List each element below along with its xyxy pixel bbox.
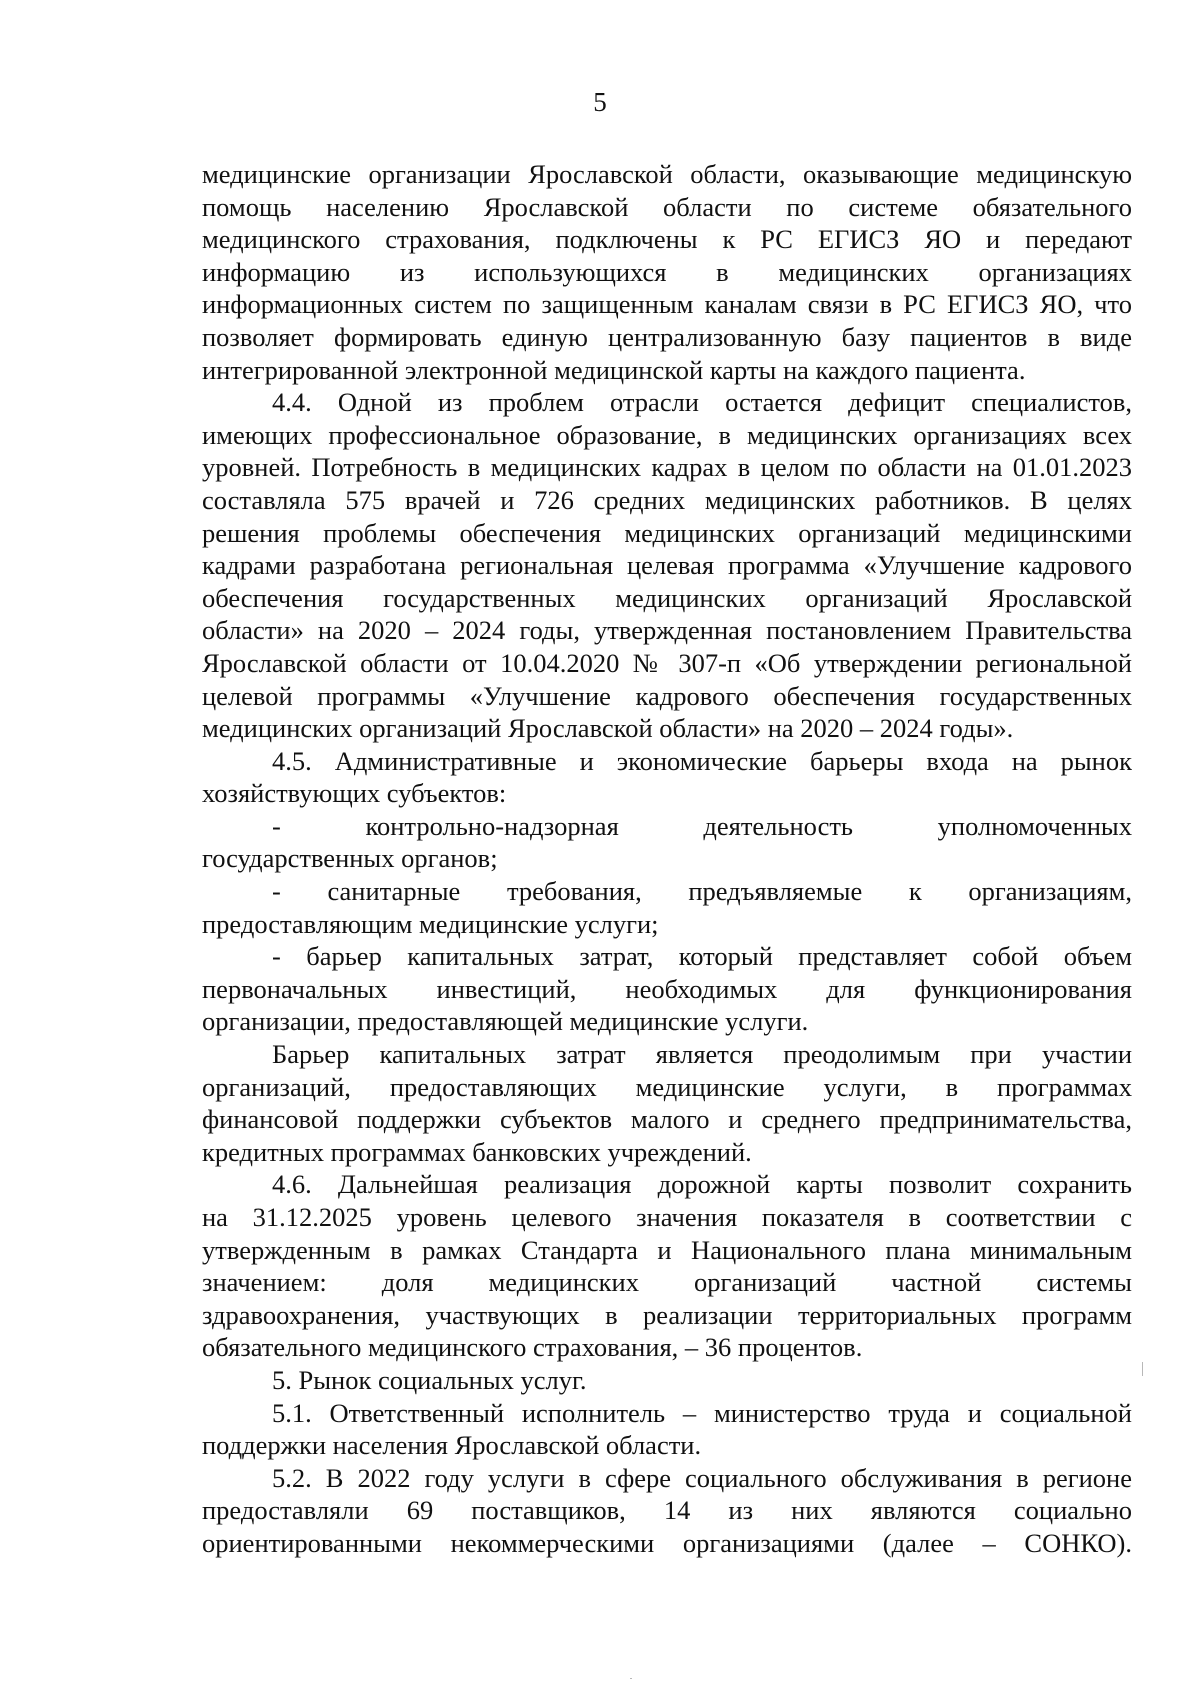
document-body — [202, 158, 1132, 1560]
text-line: ориентированными некоммерческими организациями (далее – СОНКО). — [202, 1527, 1132, 1558]
text-line: финансовой поддержки субъектов малого и среднего предпринимательства, — [202, 1104, 1132, 1135]
text-line: государственных органов; — [202, 843, 498, 874]
text-line: организации, предоставляющей медицинские услуги. — [202, 1006, 809, 1037]
text-line: информацию из использующихся в медицинских организациях — [202, 256, 1132, 287]
text-line: целевой программы «Улучшение кадрового обеспечения государственных — [202, 680, 1132, 711]
text-line: информационных систем по защищенным каналам связи в РС ЕГИСЗ ЯО, что — [202, 289, 1132, 320]
text-line: на 31.12.2025 уровень целевого значения показателя в соответствии с — [202, 1202, 1132, 1232]
text-line: 5. Рынок социальных услуг. — [272, 1364, 587, 1395]
text-line: медицинские организации Ярославской области, оказывающие медицинскую — [202, 159, 1132, 189]
text-line: предоставляющим медицинские услуги; — [202, 908, 659, 939]
text-line: - санитарные требования, предъявляемые к организациям, — [272, 876, 1132, 907]
text-line: медицинских организаций Ярославской области» на 2020 – 2024 годы». — [202, 713, 1014, 744]
text-line: Ярославской области от 10.04.2020 № 307-п «Об утверждении региональной — [202, 647, 1132, 678]
text-line: значением: доля медицинских организаций частной системы — [202, 1267, 1132, 1298]
text-line: хозяйствующих субъектов: — [202, 778, 507, 809]
text-line: интегрированной электронной медицинской карты на каждого пациента. — [202, 354, 1026, 385]
text-line: 4.6. Дальнейшая реализация дорожной карты позволит сохранить — [272, 1169, 1132, 1200]
text-line: 5.1. Ответственный исполнитель – министерство труда и социальной — [272, 1397, 1132, 1428]
text-line: 4.4. Одной из проблем отрасли остается дефицит специалистов, — [272, 387, 1132, 418]
text-line: здравоохранения, участвующих в реализации территориальных программ — [202, 1299, 1132, 1330]
text-line: обязательного медицинского страхования, – 36 процентов. — [202, 1332, 863, 1363]
text-line: утвержденным в рамках Стандарта и Национального плана минимальным — [202, 1234, 1132, 1265]
text-line: 5.2. В 2022 году услуги в сфере социального обслуживания в регионе — [272, 1462, 1132, 1493]
text-line: решения проблемы обеспечения медицинских организаций медицинскими — [202, 517, 1132, 548]
text-line: - барьер капитальных затрат, который представляет собой объем — [272, 941, 1132, 972]
text-line: кадрами разработана региональная целевая программа «Улучшение кадрового — [202, 550, 1132, 581]
text-line: уровней. Потребность в медицинских кадрах в целом по области на 01.01.2023 — [202, 452, 1132, 483]
text-line: поддержки населения Ярославской области. — [202, 1430, 702, 1461]
text-line: обеспечения государственных медицинских организаций Ярославской — [202, 582, 1132, 613]
text-line: 4.5. Административные и экономические барьеры входа на рынок — [272, 745, 1132, 776]
text-line: - контрольно-надзорная деятельность уполномоченных — [272, 810, 1132, 841]
text-line: Барьер капитальных затрат является преодолимым при участии — [272, 1039, 1132, 1070]
text-line: предоставляли 69 поставщиков, 14 из них являются социально — [202, 1495, 1132, 1526]
text-line: составляла 575 врачей и 726 средних медицинских работников. В целях — [202, 484, 1132, 515]
scan-mark — [630, 1678, 632, 1679]
text-line: области» на 2020 – 2024 годы, утвержденная постановлением Правительства — [202, 615, 1132, 646]
scan-mark — [1142, 1362, 1143, 1376]
text-line: помощь населению Ярославской области по системе обязательного — [202, 191, 1132, 222]
text-line: имеющих профессиональное образование, в медицинских организациях всех — [202, 419, 1132, 450]
page-number: 5 — [593, 87, 607, 117]
text-line: организаций, предоставляющих медицинские услуги, в программах — [202, 1071, 1132, 1102]
text-line: медицинского страхования, подключены к РС ЕГИСЗ ЯО и передают — [202, 224, 1132, 255]
text-line: кредитных программах банковских учреждений. — [202, 1136, 752, 1167]
text-line: позволяет формировать единую централизованную базу пациентов в виде — [202, 321, 1132, 352]
text-line: первоначальных инвестиций, необходимых для функционирования — [202, 973, 1132, 1004]
